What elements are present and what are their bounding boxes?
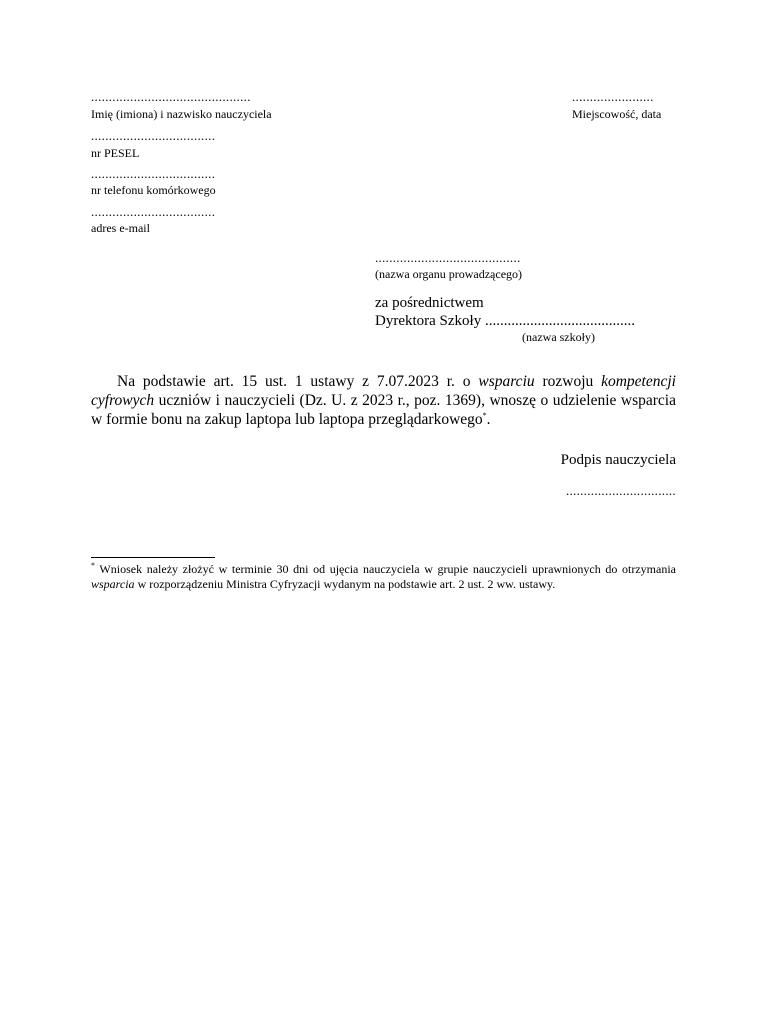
request-text-1: Na podstawie art. 15 ust. 1 ustawy z 7.07.2023 r. o [117,373,479,390]
place-date-label: Miejscowość, data [572,107,662,121]
pesel-dots: ................................... [91,128,216,143]
request-text-3: uczniów i nauczycieli (Dz. U. z 2023 r., poz. 1369), wnoszę o udzielenie wsparcia w formie bonu na zakup laptopa lub laptopa przeglądarkowego [91,392,676,428]
phone-label: nr telefonu komórkowego [91,183,216,197]
teacher-name-dots: ............................................. [91,89,251,104]
signature-label: Podpis nauczyciela [560,452,676,468]
request-text-end: . [486,411,491,428]
via-line: za pośrednictwem [375,295,484,311]
signature-dots: ............................... [565,483,676,498]
organ-dots: ......................................... [375,250,521,265]
phone-dots: ................................... [91,166,216,181]
organ-label: (nazwa organu prowadzącego) [375,267,523,281]
footnote-separator [91,557,215,558]
request-italic-kompetencje: kompetencji cyfrowych [91,373,676,409]
footnote-text-1: Wniosek należy złożyć w terminie 30 dni od ujęcia nauczyciela w grupie nauczycieli uprawnionych do otrzymania [95,562,676,576]
request-paragraph [91,372,676,429]
email-label: adres e-mail [91,221,150,235]
footnote-italic: wsparcia [91,577,135,591]
footnote-mark: * [91,561,95,570]
director-line: Dyrektora Szkoły ........................................ [375,313,635,329]
email-dots: ................................... [91,204,216,219]
pesel-label: nr PESEL [91,146,140,160]
school-label: (nazwa szkoły) [522,330,595,344]
footnote [91,562,676,592]
request-text-2: rozwoju [534,373,602,390]
footnote-ref-mark: * [482,410,487,420]
request-italic-wsparciu: wsparciu [478,373,535,390]
teacher-name-label: Imię (imiona) i nazwisko nauczyciela [91,107,272,121]
place-date-dots: ....................... [572,89,654,104]
footnote-text-2: w rozporządzeniu Ministra Cyfryzacji wydanym na podstawie art. 2 ust. 2 ww. ustawy. [134,577,556,591]
